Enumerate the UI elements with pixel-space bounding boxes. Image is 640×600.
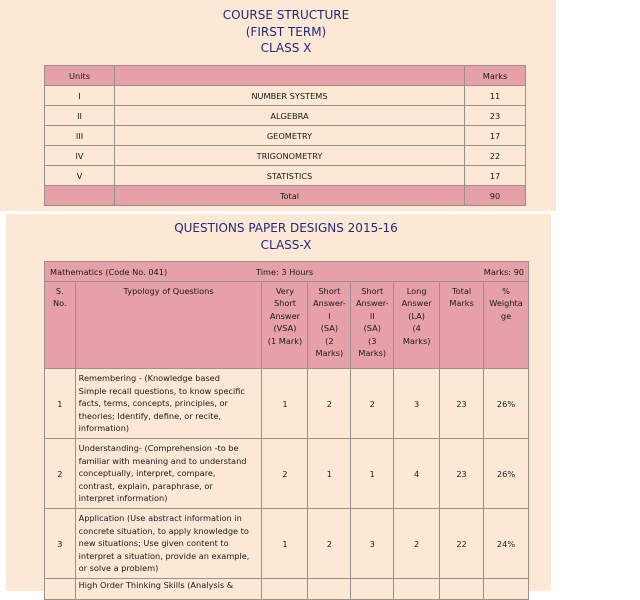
- course-term: (FIRST TERM): [245, 25, 327, 39]
- header-sa2: Short Answer- II (SA) (3 Marks): [351, 282, 394, 369]
- unit-name: STATISTICS: [115, 166, 465, 186]
- header-weightage: % Weighta ge: [484, 282, 529, 369]
- typology-text: Remembering - (Knowledge based Simple recall questions, to know specific facts, terms, concepts, principles, or theories; Identify, define, or recite, information): [75, 369, 262, 439]
- unit-number: II: [45, 106, 115, 126]
- table-row: [45, 579, 529, 600]
- total-blank: [45, 186, 115, 206]
- paper-info-row: [45, 262, 529, 282]
- unit-marks: 11: [465, 86, 526, 106]
- table-header-row: [45, 66, 526, 86]
- la-count: 4: [394, 439, 440, 509]
- header-typology: Typology of Questions: [75, 282, 262, 369]
- time-label: Time: 3 Hours: [256, 266, 314, 277]
- header-vsa: Very Short Answer (VSA) (1 Mark): [262, 282, 308, 369]
- sa1-count: 1: [308, 439, 351, 509]
- unit-number: III: [45, 126, 115, 146]
- row-number: 1: [45, 369, 76, 439]
- header-units: Units: [45, 66, 115, 86]
- unit-marks: 17: [465, 166, 526, 186]
- table-row: [45, 106, 526, 126]
- table-row: [45, 369, 529, 439]
- sa2-count: 2: [351, 369, 394, 439]
- table-header-row: [45, 282, 529, 369]
- subject-label: Mathematics (Code No. 041): [50, 266, 168, 277]
- marks-label: Marks: 90: [483, 266, 524, 277]
- header-la: Long Answer (LA) (4 Marks): [394, 282, 440, 369]
- table-row: [45, 439, 529, 509]
- question-design-table: [44, 261, 529, 600]
- vsa-count: 1: [262, 509, 308, 579]
- table-row: [45, 126, 526, 146]
- la-count: 3: [394, 369, 440, 439]
- header-total: Total Marks: [440, 282, 484, 369]
- la-count: 2: [394, 509, 440, 579]
- table-row: [45, 146, 526, 166]
- design-title: QUESTIONS PAPER DESIGNS 2015-16: [174, 221, 398, 235]
- course-title: COURSE STRUCTURE: [222, 8, 350, 22]
- unit-name: GEOMETRY: [115, 126, 465, 146]
- header-sa1: Short Answer- I (SA) (2 Marks): [308, 282, 351, 369]
- total-row: [45, 186, 526, 206]
- row-number: [45, 579, 76, 600]
- unit-marks: 23: [465, 106, 526, 126]
- sa1-count: 2: [308, 369, 351, 439]
- unit-name: TRIGONOMETRY: [115, 146, 465, 166]
- vsa-count: 2: [262, 439, 308, 509]
- unit-name: ALGEBRA: [115, 106, 465, 126]
- total-marks: 22: [440, 509, 484, 579]
- unit-name: NUMBER SYSTEMS: [115, 86, 465, 106]
- vsa-count: 1: [262, 369, 308, 439]
- weightage: 26%: [484, 369, 529, 439]
- design-class: CLASS-X: [260, 238, 312, 252]
- typology-text: Application (Use abstract information in concrete situation, to apply knowledge to new situations; Use given content to interpret a situation, provide an example, or solve a problem): [75, 509, 262, 579]
- unit-marks: 17: [465, 126, 526, 146]
- total-marks: 90: [465, 186, 526, 206]
- header-blank: [115, 66, 465, 86]
- typology-text: Understanding- (Comprehension -to be familiar with meaning and to understand conceptually, interpret, compare, contrast, explain, paraphrase, or interpret information): [75, 439, 262, 509]
- table-row: [45, 166, 526, 186]
- unit-marks: 22: [465, 146, 526, 166]
- course-structure-table: [44, 65, 526, 206]
- header-marks: Marks: [465, 66, 526, 86]
- paper-info: [45, 262, 529, 282]
- total-marks: 23: [440, 439, 484, 509]
- row-number: 3: [45, 509, 76, 579]
- table-row: [45, 86, 526, 106]
- weightage: 26%: [484, 439, 529, 509]
- unit-number: V: [45, 166, 115, 186]
- typology-text: High Order Thinking Skills (Analysis &: [75, 579, 262, 600]
- total-marks: 23: [440, 369, 484, 439]
- table-row: [45, 509, 529, 579]
- sa2-count: 1: [351, 439, 394, 509]
- row-number: 2: [45, 439, 76, 509]
- sa1-count: 2: [308, 509, 351, 579]
- course-class: CLASS X: [260, 41, 312, 55]
- header-sno: S. No.: [45, 282, 76, 369]
- weightage: 24%: [484, 509, 529, 579]
- unit-number: I: [45, 86, 115, 106]
- sa2-count: 3: [351, 509, 394, 579]
- unit-number: IV: [45, 146, 115, 166]
- total-label: Total: [115, 186, 465, 206]
